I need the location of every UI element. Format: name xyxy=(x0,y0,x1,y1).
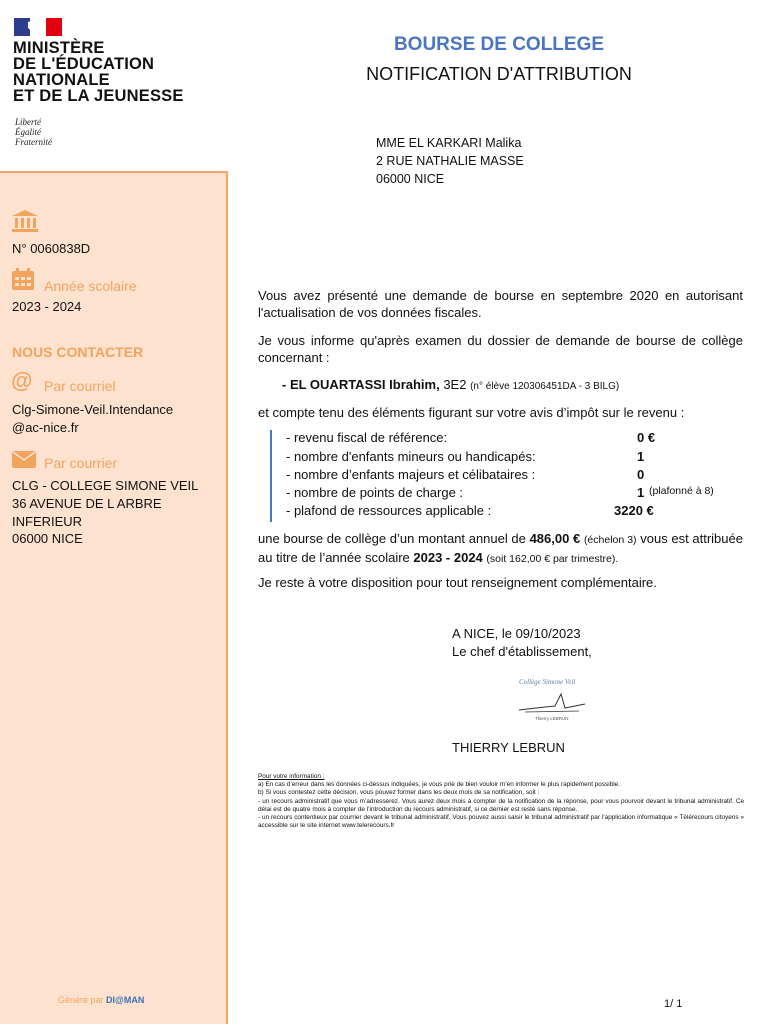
ministry-name xyxy=(13,40,184,104)
award-quarter: (soit 162,00 € par trimestre). xyxy=(486,553,619,565)
establishment-number: N° 0060838D xyxy=(12,241,91,256)
mail-line: INFERIEUR xyxy=(12,514,83,529)
criteria-note: (plafonné à 8) xyxy=(649,485,714,497)
signatory-name: THIERRY LEBRUN xyxy=(452,740,565,755)
ministry-line: MINISTÈRE xyxy=(13,39,105,57)
award-text: une bourse de collège d’un montant annuel de xyxy=(258,531,526,546)
fine-print xyxy=(258,773,744,830)
criteria-value: 0 xyxy=(637,467,645,482)
school-year-label: Année scolaire xyxy=(44,278,137,294)
fine-print-line: - un recours administratif que vous m’adresserez. Vous aurez deux mois à compter de la notification de la réponse, pour vous pourvoir devant le tribunal administratif. Ce délai est de quatre mois à compter de l’introduction du recours administratif, si ce dernier est resté sans réponse. xyxy=(258,797,744,813)
criteria-label: - nombre de points de charge : xyxy=(286,485,464,500)
brand-logo: DI@MAN xyxy=(106,995,145,1005)
paragraph-examination: Je vous informe qu'après examen du dossier de demande de bourse de collège concernant : xyxy=(258,333,743,365)
award-text: vous est attribuée au titre de l’année scolaire xyxy=(258,531,743,565)
calendar-icon xyxy=(12,268,34,290)
envelope-icon xyxy=(12,451,36,468)
motto xyxy=(15,117,52,147)
stamp-name: Thierry LEBRUN xyxy=(535,716,569,721)
criteria-label: - plafond de ressources applicable : xyxy=(286,503,492,518)
address-line: MME EL KARKARI Malika xyxy=(376,136,522,150)
paragraph-closing: Je reste à votre disposition pour tout renseignement complémentaire. xyxy=(258,575,657,590)
signatory-role: Le chef d'établissement, xyxy=(452,644,592,659)
fine-print-line: - un recours contentieux par courrier devant le tribunal administratif. Vous pouvez aussi saisir le tribunal administratif par l’application informatique « Télérecours citoyens » accessible sur le site internet www.telerecours.fr xyxy=(258,814,744,830)
motto-line: Fraternité xyxy=(15,137,52,147)
criteria-label: - nombre d'enfants mineurs ou handicapés: xyxy=(286,449,536,464)
motto-line: Égalité xyxy=(15,127,41,137)
divider xyxy=(0,171,228,173)
paragraph-award xyxy=(258,530,743,568)
contact-heading: NOUS CONTACTER xyxy=(12,344,144,360)
student-detail: (n° élève 120306451DA - 3 BILG) xyxy=(470,381,620,392)
student-line xyxy=(282,377,619,392)
criteria-label: - revenu fiscal de référence: xyxy=(286,430,448,445)
student-class: 3E2 xyxy=(443,377,467,392)
sidebar xyxy=(0,0,228,1024)
fine-print-line: a) En cas d’erreur dans les données ci-dessus indiquées, je vous prie de bien vouloir m’en informer le plus rapidement possible. xyxy=(258,781,620,789)
student-name: - EL OUARTASSI Ibrahim, xyxy=(282,377,440,392)
school-stamp xyxy=(515,674,587,724)
building-icon xyxy=(12,210,38,232)
criteria-label: - nombre d’enfants majeurs et célibataires : xyxy=(286,467,536,482)
recipient-address xyxy=(376,134,524,188)
handwritten-signature xyxy=(515,686,587,716)
criteria-value: 0 € xyxy=(637,430,656,445)
mail-label: Par courrier xyxy=(44,455,118,471)
motto-line: Liberté xyxy=(15,117,41,127)
fine-print-line: b) Si vous contestez cette décision, vous pouvez former dans les deux mois de sa notification, soit : xyxy=(258,789,540,797)
paragraph-request: Vous avez présenté une demande de bourse en septembre 2020 en autorisant l'actualisation de vos données fiscales. xyxy=(258,288,743,320)
award-echelon: (échelon 3) xyxy=(583,534,637,546)
generated-by-label: Généré par xyxy=(58,995,104,1005)
award-amount: 486,00 € xyxy=(529,531,581,546)
at-sign-icon: @ xyxy=(11,368,33,393)
criteria-value: 1 xyxy=(637,485,645,500)
ministry-line: NATIONALE xyxy=(13,71,110,89)
document-subtitle: NOTIFICATION D'ATTRIBUTION xyxy=(366,64,632,84)
criteria-value: 1 xyxy=(637,449,645,464)
criteria-value: 3220 € xyxy=(614,503,654,518)
criteria-bar xyxy=(270,430,272,522)
email-line[interactable]: Clg-Simone-Veil.Intendance xyxy=(12,402,174,417)
ministry-line: ET DE LA JEUNESSE xyxy=(13,87,184,105)
stamp-text: Collège Simone Veil xyxy=(519,678,576,686)
email-line[interactable]: @ac-nice.fr xyxy=(12,420,79,435)
award-year: 2023 - 2024 xyxy=(413,550,483,565)
mail-line: CLG - COLLEGE SIMONE VEIL xyxy=(12,478,199,493)
ministry-line: DE L'ÉDUCATION xyxy=(13,55,155,73)
document-title: BOURSE DE COLLEGE xyxy=(393,34,605,55)
generated-by xyxy=(58,995,144,1005)
address-line: 2 RUE NATHALIE MASSE xyxy=(376,154,524,168)
address-line: 06000 NICE xyxy=(376,172,445,186)
paragraph-tax: et compte tenu des éléments figurant sur votre avis d’impôt sur le revenu : xyxy=(258,405,685,420)
mail-line: 06000 NICE xyxy=(12,531,83,546)
marianne-flag-icon xyxy=(14,18,62,36)
email-label: Par courriel xyxy=(44,378,116,394)
page-number: 1/ 1 xyxy=(664,998,683,1010)
place-date: A NICE, le 09/10/2023 xyxy=(452,626,581,641)
fine-print-heading: Pour votre information : xyxy=(258,773,325,780)
school-year: 2023 - 2024 xyxy=(12,299,82,314)
mail-line: 36 AVENUE DE L ARBRE xyxy=(12,496,162,511)
